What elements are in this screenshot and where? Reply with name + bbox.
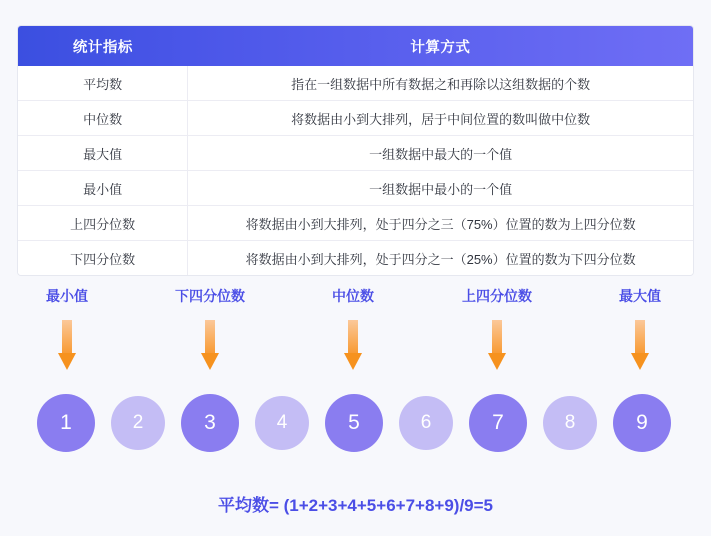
table-header-row xyxy=(18,26,693,66)
down-arrow-icon xyxy=(344,320,362,376)
column-header-method: 计算方式 xyxy=(188,26,693,66)
cell-metric: 下四分位数 xyxy=(18,241,188,276)
table-row xyxy=(18,171,693,206)
mean-formula: 平均数= (1+2+3+4+5+6+7+8+9)/9=5 xyxy=(217,496,494,515)
cell-metric: 平均数 xyxy=(18,66,188,101)
cell-method: 将数据由小到大排列，处于四分之三（75%）位置的数为上四分位数 xyxy=(188,206,693,241)
cell-metric: 中位数 xyxy=(18,101,188,136)
marker-minimum xyxy=(2,286,132,306)
table-row xyxy=(18,136,693,171)
data-circle: 4 xyxy=(255,396,309,450)
marker-maximum xyxy=(575,286,705,306)
table-body xyxy=(18,66,693,275)
down-arrow-icon xyxy=(201,320,219,376)
data-circle: 2 xyxy=(111,396,165,450)
marker-label: 上四分位数 xyxy=(462,288,532,304)
statistics-table xyxy=(18,26,693,275)
marker-label: 中位数 xyxy=(332,288,374,304)
down-arrow-icon xyxy=(631,320,649,376)
data-circle: 5 xyxy=(325,394,383,452)
data-circle: 1 xyxy=(37,394,95,452)
table-row xyxy=(18,66,693,101)
marker-label: 最大值 xyxy=(619,288,661,304)
cell-metric: 上四分位数 xyxy=(18,206,188,241)
cell-method: 将数据由小到大排列，居于中间位置的数叫做中位数 xyxy=(188,101,693,136)
cell-metric: 最大值 xyxy=(18,136,188,171)
data-circle: 7 xyxy=(469,394,527,452)
statistics-table-container xyxy=(18,26,693,275)
cell-method: 一组数据中最小的一个值 xyxy=(188,171,693,206)
cell-method: 将数据由小到大排列，处于四分之一（25%）位置的数为下四分位数 xyxy=(188,241,693,276)
marker-label: 最小值 xyxy=(46,288,88,304)
data-circle: 6 xyxy=(399,396,453,450)
down-arrow-icon xyxy=(488,320,506,376)
data-point-circles xyxy=(0,394,711,470)
marker-lower-quartile xyxy=(145,286,275,306)
marker-upper-quartile xyxy=(432,286,562,306)
data-circle: 9 xyxy=(613,394,671,452)
data-circle: 8 xyxy=(543,396,597,450)
quartile-diagram xyxy=(0,286,711,536)
table-header xyxy=(18,26,693,66)
table-row xyxy=(18,241,693,276)
marker-label: 下四分位数 xyxy=(175,288,245,304)
table-row xyxy=(18,206,693,241)
cell-metric: 最小值 xyxy=(18,171,188,206)
marker-median xyxy=(288,286,418,306)
down-arrow-icon xyxy=(58,320,76,376)
cell-method: 一组数据中最大的一个值 xyxy=(188,136,693,171)
cell-method: 指在一组数据中所有数据之和再除以这组数据的个数 xyxy=(188,66,693,101)
table-row xyxy=(18,101,693,136)
data-circle: 3 xyxy=(181,394,239,452)
column-header-metric: 统计指标 xyxy=(18,26,188,66)
